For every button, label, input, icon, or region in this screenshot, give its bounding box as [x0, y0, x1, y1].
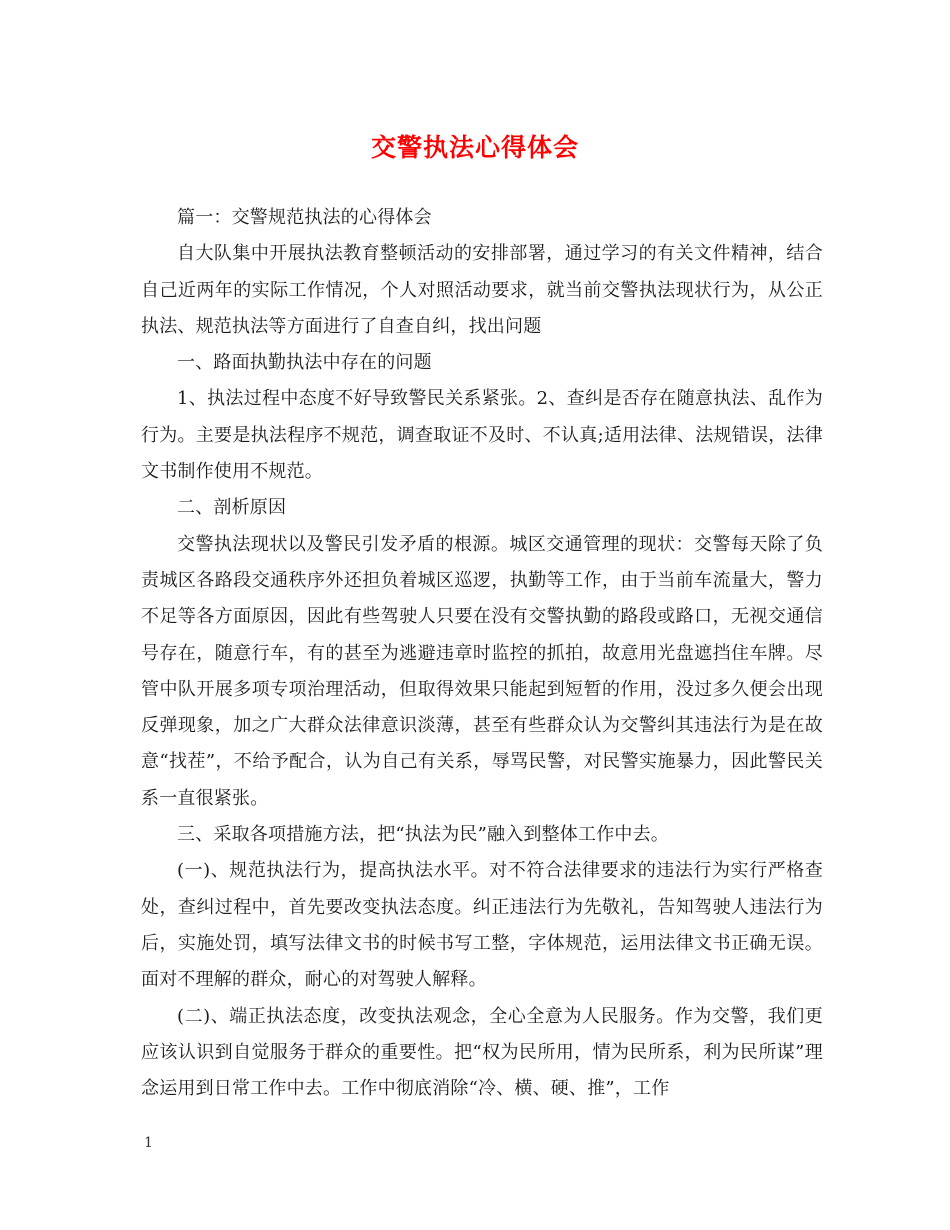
paragraph-heading-causes: 二、剖析原因	[177, 497, 287, 519]
page-number: 1	[144, 1135, 153, 1151]
paragraph-measure-two: (二)、端正执法态度，改变执法观念，全心全意为人民服务。作为交警，我们更应该认识到自觉服务于群众的重要性。把“权为民所用，情为民所系，利为民所谋”理念运用到日常工作中去。工作中彻底消除“冷、横、硬、推”，工作	[141, 1005, 823, 1100]
paragraph-causes: 交警执法现状以及警民引发矛盾的根源。城区交通管理的现状：交警每天除了负责城区各路段交通秩序外还担负着城区巡逻，执勤等工作，由于当前车流量大，警力不足等各方面原因，因此有些驾驶人只要在没有交警执勤的路段或路口，无视交通信号存在，随意行车，有的甚至为逃避违章时监控的抓拍，故意用光盘遮挡住车牌。尽管中队开展多项专项治理活动，但取得效果只能起到短暂的作用，没过多久便会出现反弹现象，加之广大群众法律意识淡薄，甚至有些群众认为交警纠其违法行为是在故意“找茬”，不给予配合，认为自己有关系，辱骂民警，对民警实施暴力，因此警民关系一直很紧张。	[141, 533, 823, 809]
paragraph-section-heading: 篇一：交警规范执法的心得体会	[177, 207, 432, 228]
paragraph-problems: 1、执法过程中态度不好导致警民关系紧张。2、查纠是否存在随意执法、乱作为行为。主要是执法程序不规范，调查取证不及时、不认真;适用法律、法规错误，法律文书制作使用不规范。	[141, 388, 823, 483]
document-body	[141, 200, 823, 1107]
paragraph-intro: 自大队集中开展执法教育整顿活动的安排部署，通过学习的有关文件精神，结合自己近两年的实际工作情况，个人对照活动要求，就当前交警执法现状行为，从公正执法、规范执法等方面进行了自查自纠，找出问题	[141, 243, 823, 337]
paragraph-heading-measures: 三、采取各项措施方法，把“执法为民”融入到整体工作中去。	[177, 824, 670, 846]
paragraph-heading-problems: 一、路面执勤执法中存在的问题	[177, 352, 432, 374]
paragraph-measure-one: (一)、规范执法行为，提高执法水平。对不符合法律要求的违法行为实行严格查处，查纠过程中，首先要改变执法态度。纠正违法行为先敬礼，告知驾驶人违法行为后，实施处罚，填写法律文书的时候书写工整，字体规范，运用法律文书正确无误。面对不理解的群众，耐心的对驾驶人解释。	[141, 860, 823, 991]
document-title: 交警执法心得体会	[370, 133, 579, 162]
